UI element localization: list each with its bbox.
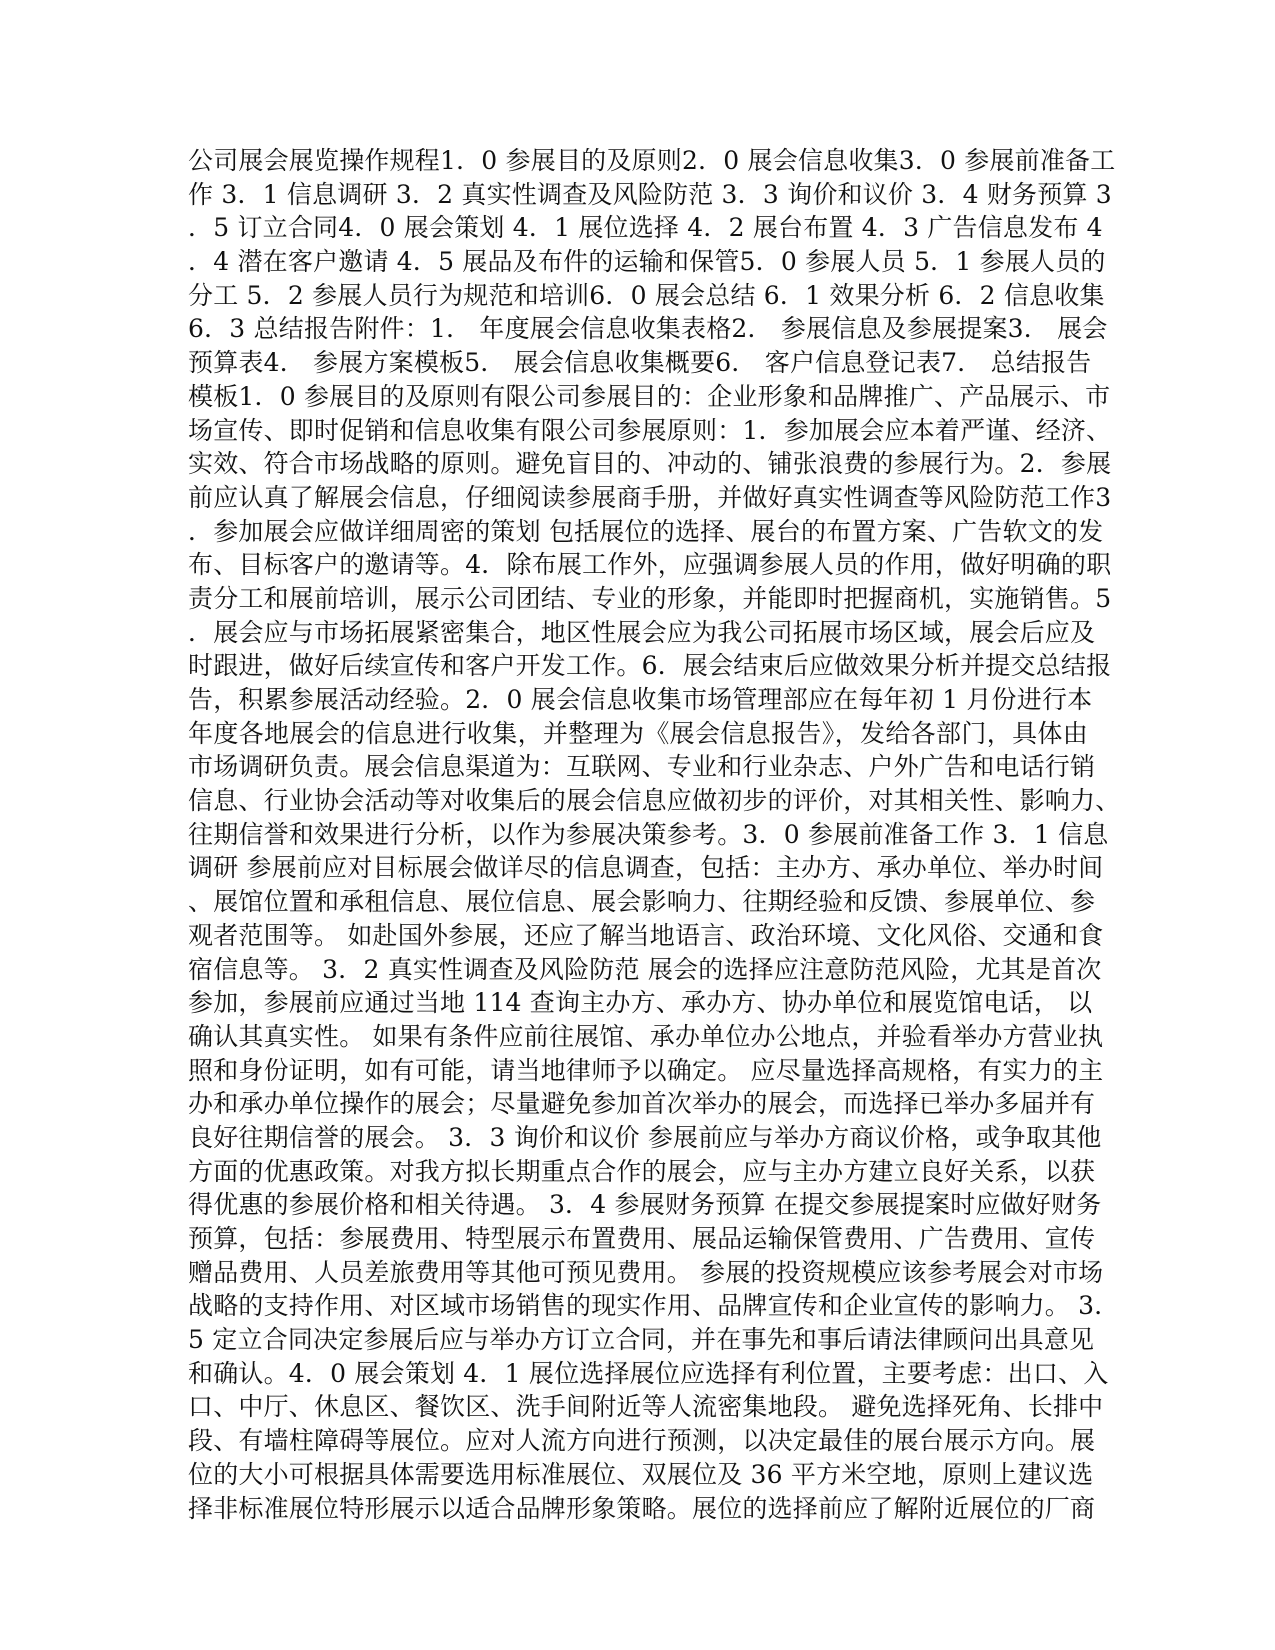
text-line: 年度各地展会的信息进行收集，并整理为《展会信息报告》，发给各部门，具体由 bbox=[188, 718, 1088, 748]
text-line: 预算，包括：参展费用、特型展示布置费用、展品运输保管费用、广告费用、宣传 bbox=[188, 1224, 1096, 1253]
text-line: 观者范围等。 如赴国外参展，还应了解当地语言、政治环境、文化风俗、交通和食 bbox=[188, 920, 1104, 950]
text-line: 调研 参展前应对目标展会做详尽的信息调查，包括：主办方、承办单位、举办时间 bbox=[188, 853, 1104, 883]
text-lines bbox=[188, 144, 1121, 1525]
document-body bbox=[188, 144, 1121, 1523]
text-line: 确认其真实性。 如果有条件应前往展馆、承办单位办公地点，并验看举办方营业执 bbox=[188, 1021, 1104, 1051]
text-line: 段、有墙柱障碍等展位。应对人流方向进行预测，以决定最佳的展台展示方向。展 bbox=[188, 1426, 1096, 1456]
text-line: 择非标准展位特形展示以适合品牌形象策略。展位的选择前应了解附近展位的厂商 bbox=[188, 1493, 1096, 1523]
text-line: ．4 潜在客户邀请 4．5 展品及布件的运输和保管5．0 参展人员 5．1 参展人员的 bbox=[188, 247, 1106, 277]
text-line: 战略的支持作用、对区域市场销售的现实作用、品牌宣传和企业宣传的影响力。 3． bbox=[188, 1291, 1120, 1321]
text-line: 照和身份证明，如有可能，请当地律师予以确定。 应尽量选择高规格，有实力的主 bbox=[188, 1055, 1104, 1085]
text-line: 布、目标客户的邀请等。4．除布展工作外，应强调参展人员的作用，做好明确的职 bbox=[188, 550, 1112, 580]
text-line: 公司展会展览操作规程1．0 参展目的及原则2．0 展会信息收集3．0 参展前准备工 bbox=[188, 146, 1116, 175]
text-line: 参加，参展前应通过当地 114 查询主办方、承办方、协办单位和展览馆电话， 以 bbox=[188, 988, 1093, 1018]
text-line: 位的大小可根据具体需要选用标准展位、双展位及 36 平方米空地，原则上建议选 bbox=[188, 1459, 1094, 1489]
text-line: ．展会应与市场拓展紧密集合，地区性展会应为我公司拓展市场区域，展会后应及 bbox=[188, 617, 1096, 647]
text-line: 场宣传、即时促销和信息收集有限公司参展原则：1．参加展会应本着严谨、经济、 bbox=[188, 415, 1112, 445]
text-line: 赠品费用、人员差旅费用等其他可预见费用。 参展的投资规模应该参考展会对市场 bbox=[188, 1257, 1104, 1287]
text-line: 市场调研负责。展会信息渠道为：互联网、专业和行业杂志、户外广告和电话行销 bbox=[188, 752, 1096, 782]
text-line: 告，积累参展活动经验。2．0 展会信息收集市场管理部应在每年初 1 月份进行本 bbox=[188, 685, 1093, 714]
text-line: 、展馆位置和承租信息、展位信息、展会影响力、往期经验和反馈、参展单位、参 bbox=[188, 887, 1096, 917]
text-line: 前应认真了解展会信息，仔细阅读参展商手册，并做好真实性调查等风险防范工作3 bbox=[188, 482, 1112, 512]
text-line: 分工 5．2 参展人员行为规范和培训6．0 展会总结 6．1 效果分析 6．2 信息收集 bbox=[188, 280, 1105, 310]
text-line: 5 定立合同决定参展后应与举办方订立合同，并在事先和事后请法律顾问出具意见 bbox=[188, 1325, 1095, 1355]
text-line: ．5 订立合同4．0 展会策划 4．1 展位选择 4．2 展台布置 4．3 广告信息发布 4 bbox=[188, 213, 1103, 243]
text-line: 实效、符合市场战略的原则。避免盲目的、冲动的、铺张浪费的参展行为。2．参展 bbox=[188, 449, 1112, 479]
text-line: 良好往期信誉的展会。 3．3 询价和议价 参展前应与举办方商议价格，或争取其他 bbox=[188, 1122, 1102, 1152]
text-line: 作 3．1 信息调研 3．2 真实性调查及风险防范 3．3 询价和议价 3．4 财务预算 3 bbox=[188, 179, 1112, 209]
text-line: 方面的优惠政策。对我方拟长期重点合作的展会，应与主办方建立良好关系，以获 bbox=[188, 1156, 1096, 1186]
text-line: 宿信息等。 3．2 真实性调查及风险防范 展会的选择应注意防范风险，尤其是首次 bbox=[188, 954, 1102, 984]
text-line: 口、中厅、休息区、餐饮区、洗手间附近等人流密集地段。 避免选择死角、长排中 bbox=[188, 1392, 1104, 1422]
text-line: ．参加展会应做详细周密的策划 包括展位的选择、展台的布置方案、广告软文的发 bbox=[188, 516, 1104, 546]
text-line: 得优惠的参展价格和相关待遇。 3．4 参展财务预算 在提交参展提案时应做好财务 bbox=[188, 1190, 1102, 1220]
text-line: 6．3 总结报告附件：1． 年度展会信息收集表格2． 参展信息及参展提案3． 展会 bbox=[188, 314, 1108, 344]
text-line: 模板1．0 参展目的及原则有限公司参展目的：企业形象和品牌推广、产品展示、市 bbox=[188, 381, 1111, 411]
text-line: 信息、行业协会活动等对收集后的展会信息应做初步的评价，对其相关性、影响力、 bbox=[188, 786, 1121, 816]
text-line: 往期信誉和效果进行分析，以作为参展决策参考。3．0 参展前准备工作 3．1 信息 bbox=[188, 819, 1109, 849]
text-line: 时跟进，做好后续宣传和客户开发工作。6．展会结束后应做效果分析并提交总结报 bbox=[188, 651, 1112, 681]
text-line: 和确认。4．0 展会策划 4．1 展位选择展位应选择有利位置，主要考虑：出口、入 bbox=[188, 1358, 1109, 1388]
text-line: 责分工和展前培训，展示公司团结、专业的形象，并能即时把握商机，实施销售。5 bbox=[188, 583, 1112, 613]
text-line: 预算表4． 参展方案模板5． 展会信息收集概要6． 客户信息登记表7． 总结报告 bbox=[188, 348, 1092, 378]
text-line: 办和承办单位操作的展会；尽量避免参加首次举办的展会，而选择已举办多届并有 bbox=[188, 1089, 1096, 1119]
